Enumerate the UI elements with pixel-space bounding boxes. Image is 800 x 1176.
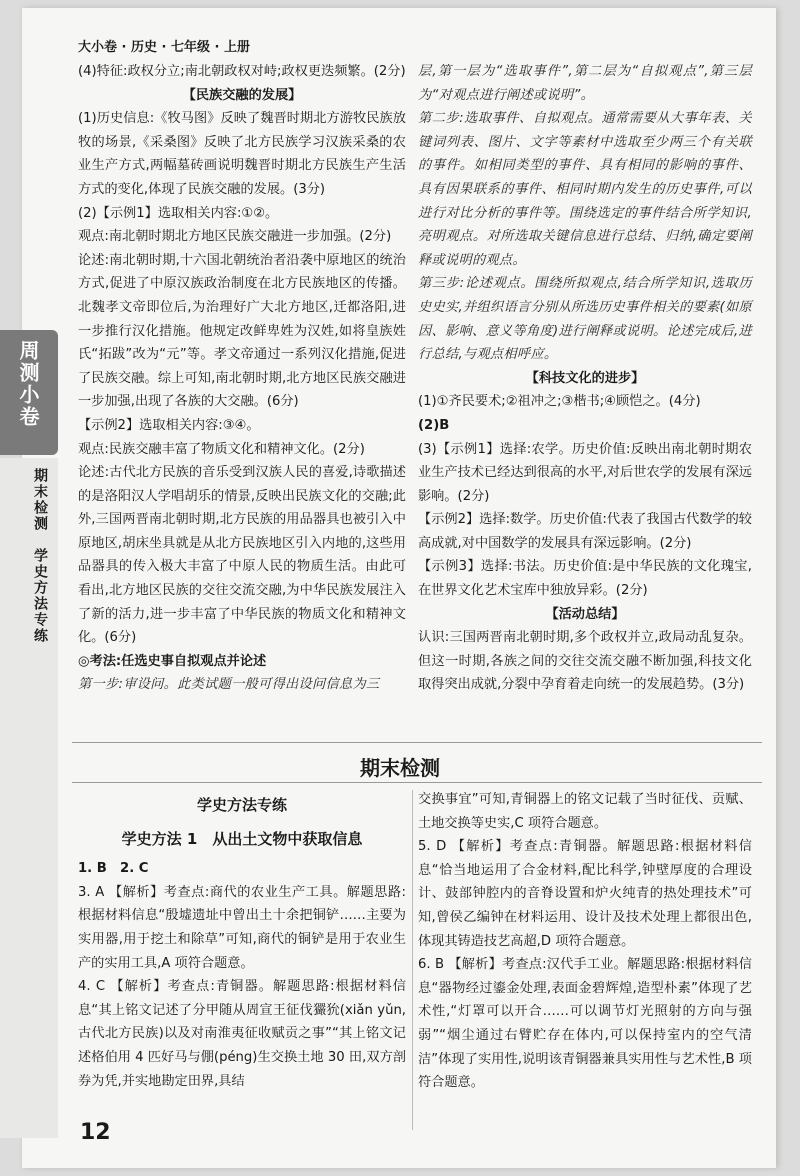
section-heading: 【活动总结】 [545, 606, 625, 622]
answer-explanation: 6. B 【解析】考查点:汉代手工业。解题思路:根据材料信息“器物经过鎏金处理,表面金碧辉煌,造型朴素”体现了艺术性,“灯罩可以开合……可以调节灯光照射的方向与强弱”“烟尘通过右臂贮存在体内,可以保持室内的空气清洁”体现了实用性,说明该青铜器兼具实用性与艺术性,B 项符合题意。 [418, 957, 752, 1091]
answer-explanation: 5. D 【解析】考查点:青铜器。解题思路:根据材料信息“恰当地运用了合金材料,配比科学,钟壁厚度的合理设计、鼓部钟腔内的音脊设置和炉火纯青的热处理技术”可知,曾侯乙编钟在材料运用、设计及技术处理上都很出色,体现其铸造技艺高超,D 项符合题意。 [418, 839, 752, 949]
paragraph: 观点:南北朝时期北方地区民族交融进一步加强。(2分) [78, 229, 392, 245]
final-exam-side-label: 期末检测 [32, 468, 48, 532]
handwritten-note: 层,第一层为“选取事件”,第二层为“自拟观点”,第三层为“对观点进行阐述或说明”。 [418, 64, 752, 103]
paragraph: (1)①齐民要术;②祖冲之;③楷书;④顾恺之。(4分) [418, 394, 701, 410]
handwritten-note: 第二步:选取事件、自拟观点。通常需要从大事年表、关键词列表、图片、文字等素材中选取至少两三个有关联的事件。如相同类型的事件、具有相同的影响的事件、具有因果联系的事件、相同时期内发生的历史事件,可以进行对比分析的事件等。围绕选定的事件结合所学知识,亮明观点。对所选取关键信息进行总结、归纳,确定要阐释或说明的观点。 [418, 111, 752, 268]
paragraph: 【示例2】选择:数学。历史价值:代表了我国古代数学的较高成就,对中国数学的发展具有深远影响。(2分) [418, 512, 752, 551]
section-heading: 【科技文化的进步】 [525, 370, 645, 386]
handwritten-note: 第三步:论述观点。围绕所拟观点,结合所学知识,选取历史史实,并组织语言分别从所选历史事件相关的要素(如原因、影响、意义等角度)进行阐释或说明。论述完成后,进行总结,与观点相呼应。 [418, 276, 752, 363]
weekly-tab-label: 周测小卷 [16, 340, 40, 428]
section-heading: 【民族交融的发展】 [182, 87, 302, 103]
paragraph: (2)B [418, 417, 450, 433]
paragraph: (3)【示例1】选择:农学。历史价值:反映出南北朝时期农业生产技术已经达到很高的水平,对后世农学的发展有深远影响。(2分) [418, 441, 752, 504]
paragraph: 【示例2】选取相关内容:③④。 [78, 417, 260, 433]
section-title: 学史方法专练 [196, 796, 287, 814]
right-column-top [418, 60, 752, 697]
answer-explanation: 3. A 【解析】考查点:商代的农业生产工具。解题思路:根据材料信息“殷墟遗址中曾出土十余把铜铲……主要为实用器,用于挖土和除草”可知,商代的铜铲是用于农业生产的实用工具,A 项符合题意。 [78, 884, 406, 971]
answer-explanation: 交换事宜”可知,青铜器上的铭文记载了当时征伐、贡赋、土地交换等史实,C 项符合题意。 [418, 792, 752, 831]
paragraph: 论述:古代北方民族的音乐受到汉族人民的喜爱,诗歌描述的是洛阳汉人学唱胡乐的情景,反映出民族文化的交融;此外,三国两晋南北朝时期,北方民族的用品器具也被引入中原地区,胡床坐具就是从北方民族地区引入内地的,这些用品器具的传入极大丰富了中原人民的物质生活。由此可看出,北方地区民族的交往交流交融,为中华民族发展注入了新的活力,进一步丰富了中华民族的物质文化和精神文化。(6分) [78, 465, 406, 646]
handwritten-note: 第一步:审设问。此类试题一般可得出设问信息为三 [78, 677, 380, 693]
running-header: 大小卷 · 历史 · 七年级 · 上册 [78, 40, 250, 55]
exam-title: 期末检测 [360, 756, 440, 780]
paragraph: (4)特征:政权分立;南北朝政权对峙;政权更迭频繁。(2分) [78, 64, 406, 79]
column-divider [412, 790, 413, 1130]
method-side-label: 学史方法专练 [32, 548, 48, 644]
page-number: 12 [80, 1120, 111, 1145]
paragraph: 【示例3】选择:书法。历史价值:是中华民族的文化瑰宝,在世界文化艺术宝库中独放异彩。(2分) [418, 559, 752, 599]
left-column-bottom [78, 788, 406, 1093]
left-column-top [78, 60, 406, 697]
method-heading: ◎考法:任选史事自拟观点并论述 [78, 653, 267, 669]
divider [72, 782, 762, 783]
paragraph: (1)历史信息:《牧马图》反映了魏晋时期北方游牧民族放牧的场景,《采桑图》反映了北方民族学习汉族采桑的农业生产方式,两幅墓砖画说明魏晋时期北方民族生产生活方式的变化,体现了民族交融的发展。(3分) [78, 111, 406, 197]
paragraph: 认识:三国两晋南北朝时期,多个政权并立,政局动乱复杂。但这一时期,各族之间的交往交流交融不断加强,科技文化取得突出成就,分裂中孕育着走向统一的发展趋势。(3分) [418, 630, 752, 693]
paragraph: 观点:民族交融丰富了物质文化和精神文化。(2分) [78, 441, 365, 457]
answer-explanation: 4. C 【解析】考查点:青铜器。解题思路:根据材料信息“其上铭文记述了分甲随从周宣王征伐玁狁(xiǎn yǔn,古代北方民族)以及对南淮夷征收赋贡之事”“其上铭文记述格伯用 4 匹好马与倗(péng)生交换土地 30 田,双方剖券为凭,并实地勘定田界,具结 [78, 979, 406, 1089]
divider [72, 742, 762, 743]
answer-line: 1. B 2. C [78, 861, 149, 877]
paragraph: 论述:南北朝时期,十六国北朝统治者沿袭中原地区的统治方式,促进了中原汉族政治制度在北方民族地区的传播。北魏孝文帝即位后,为治理好广大北方地区,迁都洛阳,进一步推行汉化措施。他规定改鲜卑姓为汉姓,如将皇族姓氏“拓跋”改为“元”等。孝文帝通过一系列汉化措施,促进了民族交融。综上可知,南北朝时期,北方地区民族交融进一步加强,出现了各族的大交融。(6分) [78, 252, 406, 410]
right-column-bottom [418, 788, 752, 1095]
paragraph: (2)【示例1】选取相关内容:①②。 [78, 205, 279, 221]
subsection-title: 学史方法 1 从出土文物中获取信息 [121, 829, 363, 848]
